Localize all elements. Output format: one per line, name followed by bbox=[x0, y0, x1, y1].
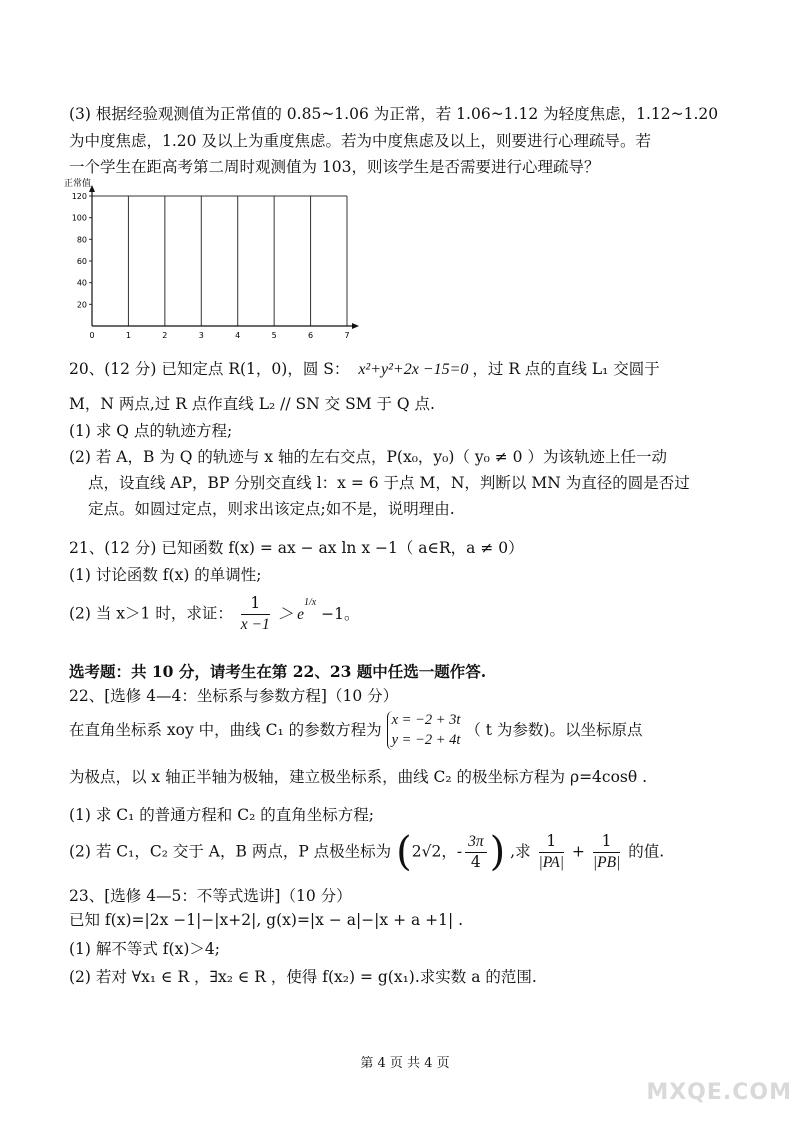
blank-grid-chart bbox=[62, 178, 362, 348]
x-tick-label-0: 0 bbox=[89, 331, 95, 340]
x-tick-label-6: 6 bbox=[308, 331, 314, 340]
x-tick-label-7: 7 bbox=[344, 331, 350, 340]
q20-part1: (1) 求 Q 点的轨迹方程; bbox=[69, 422, 233, 440]
page-number: 第 4 页 共 4 页 bbox=[360, 1056, 450, 1071]
q22-title: 22、[选修 4—4：坐标系与参数方程]（10 分） bbox=[69, 687, 399, 705]
y-tick-label-40: 40 bbox=[76, 278, 87, 288]
y-tick-label-80: 80 bbox=[76, 235, 87, 245]
x-tick-label-2: 2 bbox=[162, 331, 168, 340]
q20-line2: M，N 两点,过 R 点作直线 L₂ // SN 交 SM 于 Q 点. bbox=[69, 395, 435, 413]
x-tick-label-3: 3 bbox=[198, 331, 204, 340]
q19-part3-line2: 为中度焦虑，1.20 及以上为重度焦虑。若为中度焦虑及以上，则要进行心理疏导。若 bbox=[69, 132, 651, 150]
q22-param-system: x = −2 + 3t y = −2 + 4t bbox=[387, 711, 461, 750]
q23-title: 23、[选修 4—5：不等式选讲]（10 分） bbox=[69, 887, 352, 905]
y-tick-label-20: 20 bbox=[76, 300, 87, 310]
x-axis-arrow bbox=[352, 323, 359, 329]
y-tick-label-120: 120 bbox=[71, 192, 87, 201]
q21-part2: (2) 当 x＞1 时，求证： $\frac{1}{x -1}$ ＞ $e^{1/x} -1$。 bbox=[69, 594, 360, 633]
y-axis-label: 正常值 bbox=[64, 179, 92, 189]
q19-part3-line3: 一个学生在距高考第二周时观测值为 103，则该学生是否需要进行心理疏导？ bbox=[69, 158, 600, 176]
q20-intro: 20、(12 分) 已知定点 R(1，0)，圆 S： x²+y²+2x −15=0 ，过 R 点的直线 L₁ 交圆于 bbox=[69, 360, 660, 378]
q20-part2-line3: 定点。如圆过定点，则求出该定点;如不是，说明理由. bbox=[88, 500, 455, 518]
q20-part2-line2: 点，设直线 AP，BP 分别交直线 l：x = 6 于点 M，N，判断以 MN 为直径的圆是否过 bbox=[88, 474, 690, 492]
q21-intro: 21、(12 分) 已知函数 f(x) = ax − ax ln x −1（ a∈R，a ≠ 0） bbox=[69, 539, 524, 557]
x-tick-label-1: 1 bbox=[125, 331, 131, 340]
q22-part2: (2) 若 C₁，C₂ 交于 A，B 两点，P 点极坐标为 (2√2，- $\frac{3\pi}{4}$ ) ,求 $\frac{1}{|PA|}$ + $\frac{1}{|PB|}$ 的值. bbox=[69, 829, 665, 875]
y-tick-label-100: 100 bbox=[71, 213, 87, 223]
q22-line1: 在直角坐标系 xoy 中，曲线 C₁ 的参数方程为 x = −2 + 3t y = −2 + 4t （ t 为参数)。以坐标原点 bbox=[69, 711, 642, 750]
q19-part3-line1: (3) 根据经验观测值为正常值的 0.85~1.06 为正常，若 1.06~1.12 为轻度焦虑，1.12~1.20 bbox=[69, 105, 719, 123]
y-tick-label-60: 60 bbox=[76, 257, 87, 266]
x-tick-label-4: 4 bbox=[235, 331, 241, 340]
q23-part1: (1) 解不等式 f(x)＞4; bbox=[69, 940, 220, 958]
q22-line2: 为极点，以 x 轴正半轴为极轴，建立极坐标系，曲线 C₂ 的极坐标方程为 ρ=4cosθ . bbox=[69, 768, 648, 786]
elective-heading: 选考题：共 10 分，请考生在第 22、23 题中任选一题作答. bbox=[69, 662, 487, 681]
q22-part1: (1) 求 C₁ 的普通方程和 C₂ 的直角坐标方程; bbox=[69, 806, 374, 824]
q21-fraction: $\frac{1}{x -1}$ bbox=[240, 594, 270, 633]
q23-line1: 已知 f(x)=|2x −1|−|x+2|, g(x)=|x − a|−|x + a +1| . bbox=[69, 911, 464, 929]
q20-part2-line1: (2) 若 A，B 为 Q 的轨迹与 x 轴的左右交点，P(x₀，y₀)（ y₀ ≠ 0 ）为该轨迹上任一动 bbox=[69, 448, 667, 466]
x-tick-label-5: 5 bbox=[271, 331, 277, 340]
q23-part2: (2) 若对 ∀x₁ ∈ R ，∃x₂ ∈ R ，使得 f(x₂) = g(x₁).求实数 a 的范围. bbox=[69, 968, 537, 986]
q21-part1: (1) 讨论函数 f(x) 的单调性; bbox=[69, 566, 262, 584]
watermark-logo: MXQE.COM bbox=[646, 1080, 792, 1105]
